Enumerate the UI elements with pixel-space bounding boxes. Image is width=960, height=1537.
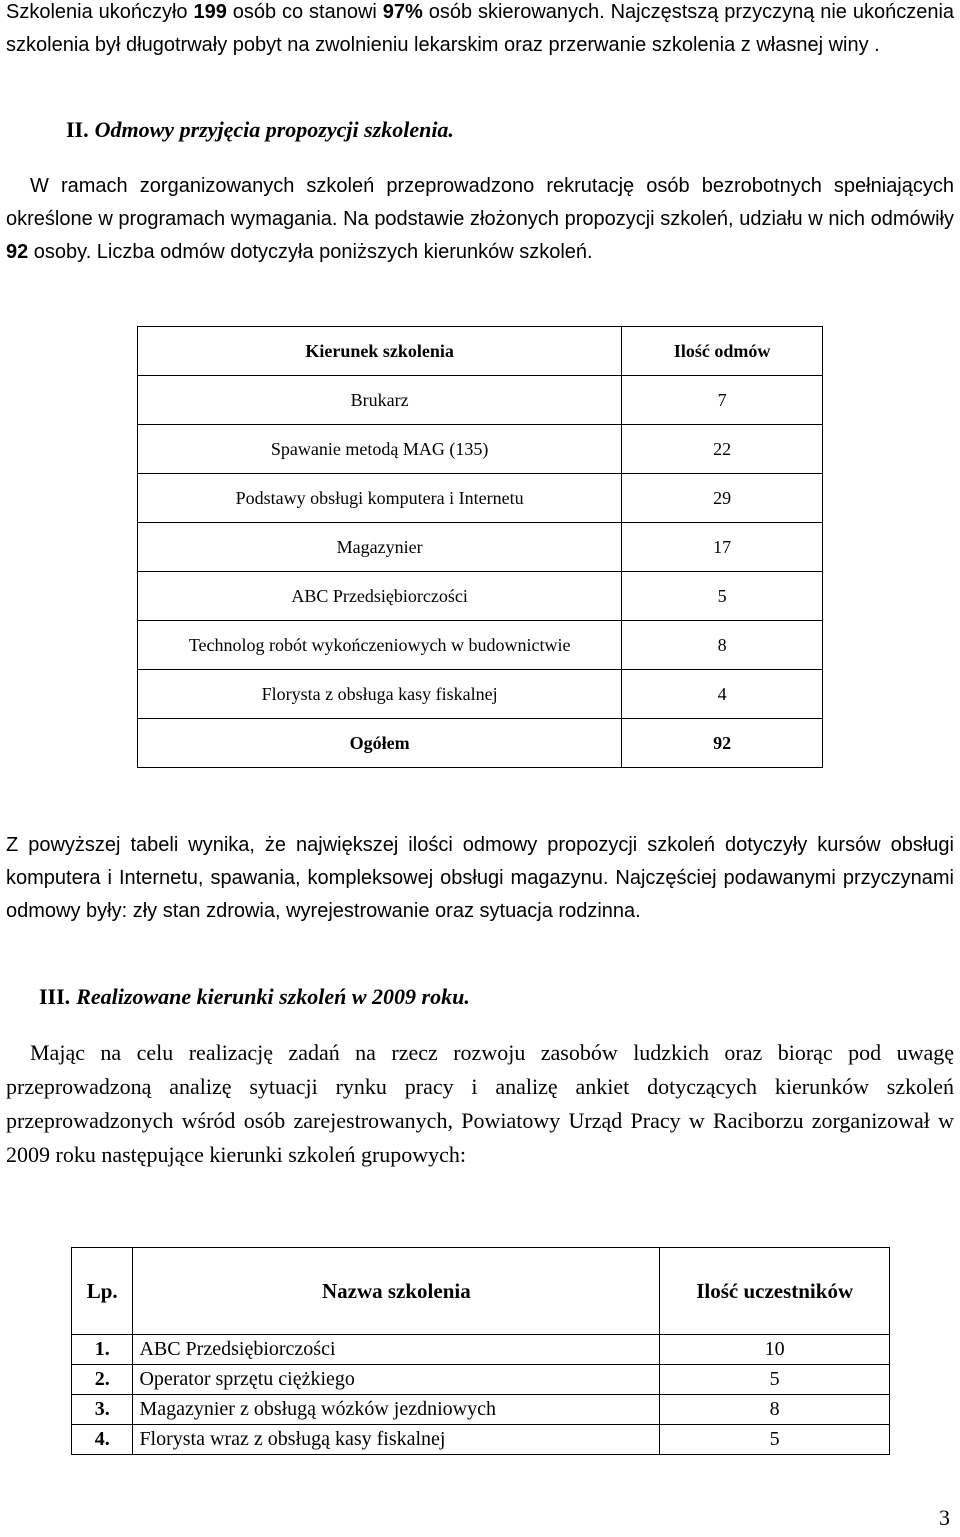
intro-text-c: osób skierowanych. Najczęstszą przyczyną nie ukończenia szkolenia był długotrwały pobyt na zwolnieniu lekarskim oraz przerwanie szkolenia z własnej winy . bbox=[6, 1, 955, 56]
cell-refusals: 8 bbox=[622, 621, 823, 670]
table-row bbox=[72, 1425, 890, 1455]
cell-direction: ABC Przedsiębiorczości bbox=[138, 572, 622, 621]
header-name: Nazwa szkolenia bbox=[133, 1248, 660, 1335]
cell-direction: Florysta z obsługa kasy fiskalnej bbox=[138, 670, 622, 719]
cell-lp: 3. bbox=[72, 1395, 133, 1425]
header-lp: Lp. bbox=[72, 1248, 133, 1335]
refusals-table-header bbox=[138, 327, 823, 376]
refusals-count: 92 bbox=[6, 241, 29, 263]
cell-lp: 4. bbox=[72, 1425, 133, 1455]
section-3-heading bbox=[39, 984, 470, 1010]
cell-participants: 10 bbox=[660, 1335, 890, 1365]
intro-percent: 97% bbox=[382, 1, 423, 23]
trainings-table bbox=[71, 1247, 890, 1455]
table-row bbox=[138, 474, 823, 523]
cell-name: ABC Przedsiębiorczości bbox=[133, 1335, 660, 1365]
section-3-number: III. bbox=[39, 984, 71, 1009]
section-2-paragraph bbox=[6, 170, 954, 269]
cell-refusals: 5 bbox=[622, 572, 823, 621]
table-row bbox=[72, 1365, 890, 1395]
cell-direction: Spawanie metodą MAG (135) bbox=[138, 425, 622, 474]
cell-refusals: 29 bbox=[622, 474, 823, 523]
cell-lp: 2. bbox=[72, 1365, 133, 1395]
cell-name: Florysta wraz z obsługą kasy fiskalnej bbox=[133, 1425, 660, 1455]
section-2-text-a: W ramach zorganizowanych szkoleń przeprowadzono rekrutację osób bezrobotnych spełniających określone w programach wymagania. Na podstawie złożonych propozycji szkoleń, udziału w nich odmówiły bbox=[6, 175, 954, 230]
table-row bbox=[72, 1395, 890, 1425]
cell-refusals: 4 bbox=[622, 670, 823, 719]
cell-lp: 1. bbox=[72, 1335, 133, 1365]
intro-count: 199 bbox=[193, 1, 227, 23]
page-number: 3 bbox=[939, 1505, 950, 1530]
intro-paragraph bbox=[6, 0, 954, 62]
section-2-heading bbox=[66, 117, 454, 143]
cell-direction: Magazynier bbox=[138, 523, 622, 572]
cell-refusals: 17 bbox=[622, 523, 823, 572]
cell-refusals: 7 bbox=[622, 376, 823, 425]
table-row bbox=[138, 425, 823, 474]
section-2-number: II. bbox=[66, 117, 89, 142]
cell-name: Magazynier z obsługą wózków jezdniowych bbox=[133, 1395, 660, 1425]
cell-direction: Technolog robót wykończeniowych w budownictwie bbox=[138, 621, 622, 670]
cell-refusals: 22 bbox=[622, 425, 823, 474]
refusals-table bbox=[137, 326, 823, 768]
table-total-row bbox=[138, 719, 823, 768]
header-participants: Ilość uczestników bbox=[660, 1248, 890, 1335]
section-2-text-b: osoby. Liczba odmów dotyczyła poniższych kierunków szkoleń. bbox=[28, 241, 593, 263]
header-direction: Kierunek szkolenia bbox=[138, 327, 622, 376]
cell-direction: Brukarz bbox=[138, 376, 622, 425]
section-2-title: Odmowy przyjęcia propozycji szkolenia. bbox=[94, 117, 454, 142]
table-row bbox=[138, 376, 823, 425]
cell-participants: 5 bbox=[660, 1365, 890, 1395]
table-row bbox=[138, 621, 823, 670]
table-row bbox=[138, 523, 823, 572]
trainings-table-header bbox=[72, 1248, 890, 1335]
table-row bbox=[138, 670, 823, 719]
table-row bbox=[72, 1335, 890, 1365]
intro-text-a: Szkolenia ukończyło bbox=[6, 1, 194, 23]
summary-paragraph: Z powyższej tabeli wynika, że największej ilości odmowy propozycji szkoleń dotyczyły kursów obsługi komputera i Internetu, spawania, kompleksowej obsługi magazynu. Najczęściej podawanymi przyczynami odmowy były: zły stan zdrowia, wyrejestrowanie oraz sytuacja rodzinna. bbox=[6, 834, 954, 922]
section-3-title: Realizowane kierunki szkoleń w 2009 roku. bbox=[76, 984, 470, 1009]
table-row bbox=[138, 572, 823, 621]
intro-text-b: osób co stanowi bbox=[226, 1, 383, 23]
total-label: Ogółem bbox=[138, 719, 622, 768]
section-3-paragraph: Mając na celu realizację zadań na rzecz rozwoju zasobów ludzkich oraz biorąc pod uwagę przeprowadzoną analizę sytuacji rynku pracy i analizę ankiet dotyczących kierunków szkoleń przeprowadzonych wśród osób zarejestrowanych, Powiatowy Urząd Pracy w Raciborzu zorganizował w 2009 roku następujące kierunki szkoleń grupowych: bbox=[6, 1040, 954, 1167]
cell-name: Operator sprzętu ciężkiego bbox=[133, 1365, 660, 1395]
header-refusals: Ilość odmów bbox=[622, 327, 823, 376]
cell-participants: 8 bbox=[660, 1395, 890, 1425]
total-value: 92 bbox=[622, 719, 823, 768]
cell-direction: Podstawy obsługi komputera i Internetu bbox=[138, 474, 622, 523]
cell-participants: 5 bbox=[660, 1425, 890, 1455]
